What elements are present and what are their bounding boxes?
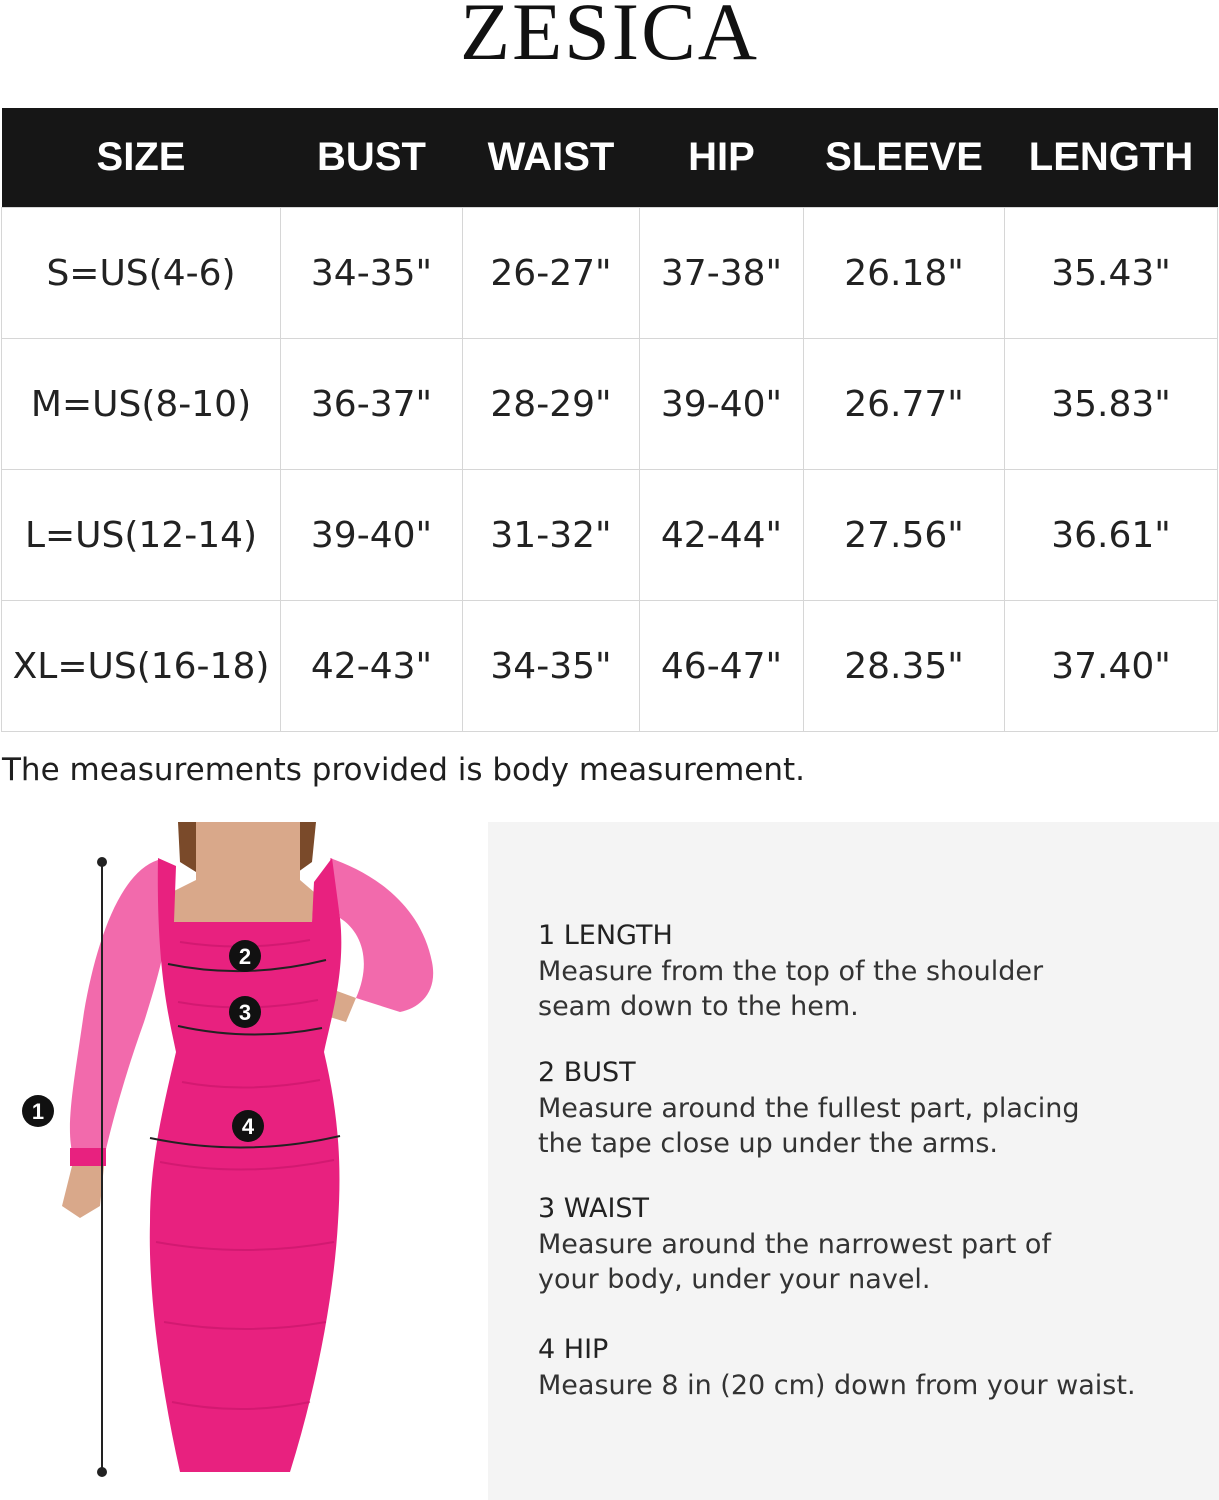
guide-title: 1 LENGTH [538, 920, 673, 951]
cell-length: 37.40" [1005, 601, 1218, 732]
cell-bust: 42-43" [281, 601, 463, 732]
svg-text:1: 1 [31, 1099, 45, 1124]
guide-item-length [538, 918, 1198, 1024]
marker-2-icon [229, 940, 261, 972]
cell-sleeve: 28.35" [804, 601, 1005, 732]
guide-text: the tape close up under the arms. [538, 1128, 998, 1159]
guide-item-hip [538, 1332, 1198, 1403]
svg-text:4: 4 [241, 1114, 255, 1139]
size-chart-table [1, 108, 1218, 732]
header-hip: HIP [640, 108, 804, 208]
guide-item-waist [538, 1191, 1198, 1297]
cell-size: XL=US(16-18) [2, 601, 281, 732]
guide-title: 2 BUST [538, 1057, 636, 1088]
cell-hip: 37-38" [640, 208, 804, 339]
table-row [2, 339, 1218, 470]
marker-3-icon [229, 996, 261, 1028]
header-waist: WAIST [463, 108, 640, 208]
guide-text: your body, under your navel. [538, 1264, 931, 1295]
table-header-row [2, 108, 1218, 208]
cell-waist: 31-32" [463, 470, 640, 601]
model-hand-left [62, 1166, 104, 1218]
length-line-top-dot [97, 857, 107, 867]
marker-1-icon [22, 1095, 54, 1127]
guide-text: seam down to the hem. [538, 991, 859, 1022]
cell-bust: 36-37" [281, 339, 463, 470]
cell-hip: 39-40" [640, 339, 804, 470]
cell-waist: 26-27" [463, 208, 640, 339]
guide-text: Measure 8 in (20 cm) down from your waist. [538, 1370, 1136, 1401]
guide-text: Measure around the fullest part, placing [538, 1093, 1080, 1124]
length-line-bottom-dot [97, 1467, 107, 1477]
measurement-guide-panel [488, 822, 1219, 1500]
cell-size: S=US(4-6) [2, 208, 281, 339]
svg-text:3: 3 [238, 1000, 252, 1025]
cell-sleeve: 26.18" [804, 208, 1005, 339]
table-row [2, 470, 1218, 601]
table-row [2, 208, 1218, 339]
cell-length: 35.43" [1005, 208, 1218, 339]
cell-sleeve: 26.77" [804, 339, 1005, 470]
model-cuff-left [70, 1148, 106, 1166]
cell-waist: 28-29" [463, 339, 640, 470]
cell-size: L=US(12-14) [2, 470, 281, 601]
cell-waist: 34-35" [463, 601, 640, 732]
cell-hip: 42-44" [640, 470, 804, 601]
header-sleeve: SLEEVE [804, 108, 1005, 208]
cell-sleeve: 27.56" [804, 470, 1005, 601]
cell-length: 36.61" [1005, 470, 1218, 601]
cell-bust: 39-40" [281, 470, 463, 601]
measurement-note: The measurements provided is body measurement. [2, 752, 806, 788]
cell-length: 35.83" [1005, 339, 1218, 470]
guide-title: 4 HIP [538, 1334, 609, 1365]
model-figure [0, 822, 488, 1500]
cell-size: M=US(8-10) [2, 339, 281, 470]
cell-bust: 34-35" [281, 208, 463, 339]
header-size: SIZE [2, 108, 281, 208]
table-row [2, 601, 1218, 732]
guide-title: 3 WAIST [538, 1193, 650, 1224]
model-sleeve-left [70, 860, 172, 1158]
header-length: LENGTH [1005, 108, 1218, 208]
svg-text:2: 2 [238, 944, 252, 969]
cell-hip: 46-47" [640, 601, 804, 732]
marker-4-icon [232, 1110, 264, 1142]
model-sleeve-right [330, 858, 433, 1012]
guide-text: Measure from the top of the shoulder [538, 956, 1044, 987]
header-bust: BUST [281, 108, 463, 208]
guide-item-bust [538, 1055, 1198, 1161]
guide-text: Measure around the narrowest part of [538, 1229, 1051, 1260]
brand-logo: ZESICA [460, 0, 759, 72]
